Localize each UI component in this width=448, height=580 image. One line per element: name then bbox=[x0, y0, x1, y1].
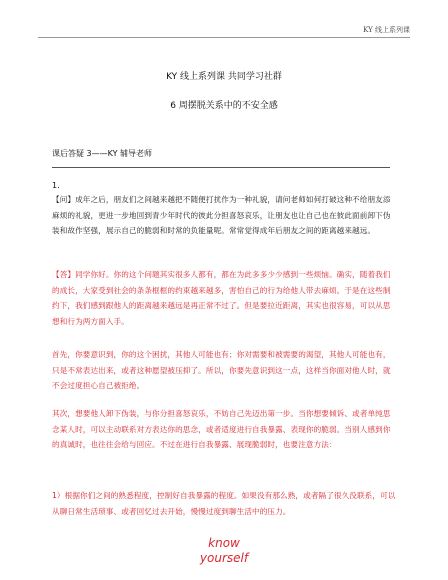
answer-method-1: 1）根据你们之间的熟悉程度，控制好自我暴露的程度。如果没有那么熟，或者隔了很久没联系，可以从聊日常生活琐事、或者回忆过去开始，慢慢过度到聊生活中的压力。 bbox=[52, 491, 396, 516]
section-divider bbox=[52, 167, 390, 168]
logo-text-line2: yourself bbox=[199, 551, 249, 565]
know-yourself-logo bbox=[188, 532, 260, 572]
question-number: 1. bbox=[52, 181, 60, 190]
answer-first-point: 首先，你要意识到，你的这个困扰，其他人可能也有；你对需要和被需要的渴望，其他人可能也有，只是不常表达出来，或者这种愿望被压抑了。所以，你要先意识到这一点，这样当你面对他人时，就不会过度担心自己被拒绝。 bbox=[52, 350, 391, 390]
header-divider bbox=[38, 37, 410, 38]
question-paragraph: 【问】成年之后，朋友们之间越来越把不随便打扰作为一种礼貌，请问老师如何打破这种不给朋友添麻烦的礼貌，更进一步地回到青少年时代的彼此分担喜怒哀乐，让朋友也让自己也在彼此面前卸下伪装和故作坚强，展示自己的脆弱和时常的负能量呢。常常觉得成年后朋友之间的距离越来越远。 bbox=[52, 195, 391, 235]
header-series-label: KY 线上系列课 bbox=[363, 26, 410, 34]
document-title: KY 线上系列课 共同学习社群 bbox=[166, 72, 282, 82]
document-subtitle: 6 周摆脱关系中的不安全感 bbox=[170, 101, 278, 111]
answer-second-point: 其次，想要他人卸下伪装，与你分担喜怒哀乐，不妨自己先迈出第一步。当你想要倾诉、或者单纯思念某人时，可以主动联系对方表达你的思念，或者适度进行自我暴露、表现你的脆弱。当别人感到你的真诚时，也往往会给与回应。不过在进行自我暴露、展现脆弱时，也要注意方法： bbox=[52, 409, 391, 449]
answer-paragraph: 【答】同学你好。你的这个问题其实很多人都有，都在为此多多少少感到一些烦恼。确实，随着我们的成长，大家受到社会的条条框框的约束越来越多，害怕自己的行为给他人带去麻烦。于是在这些制约下，我们感到跟他人的距离越来越远是再正常不过了。但是要拉近距离，其实也很容易，可以从思想和行为两方面入手。 bbox=[52, 270, 391, 326]
qa-session-label: 课后答疑 3——KY 辅导老师 bbox=[52, 149, 153, 158]
logo-text-line1: know bbox=[208, 536, 240, 550]
